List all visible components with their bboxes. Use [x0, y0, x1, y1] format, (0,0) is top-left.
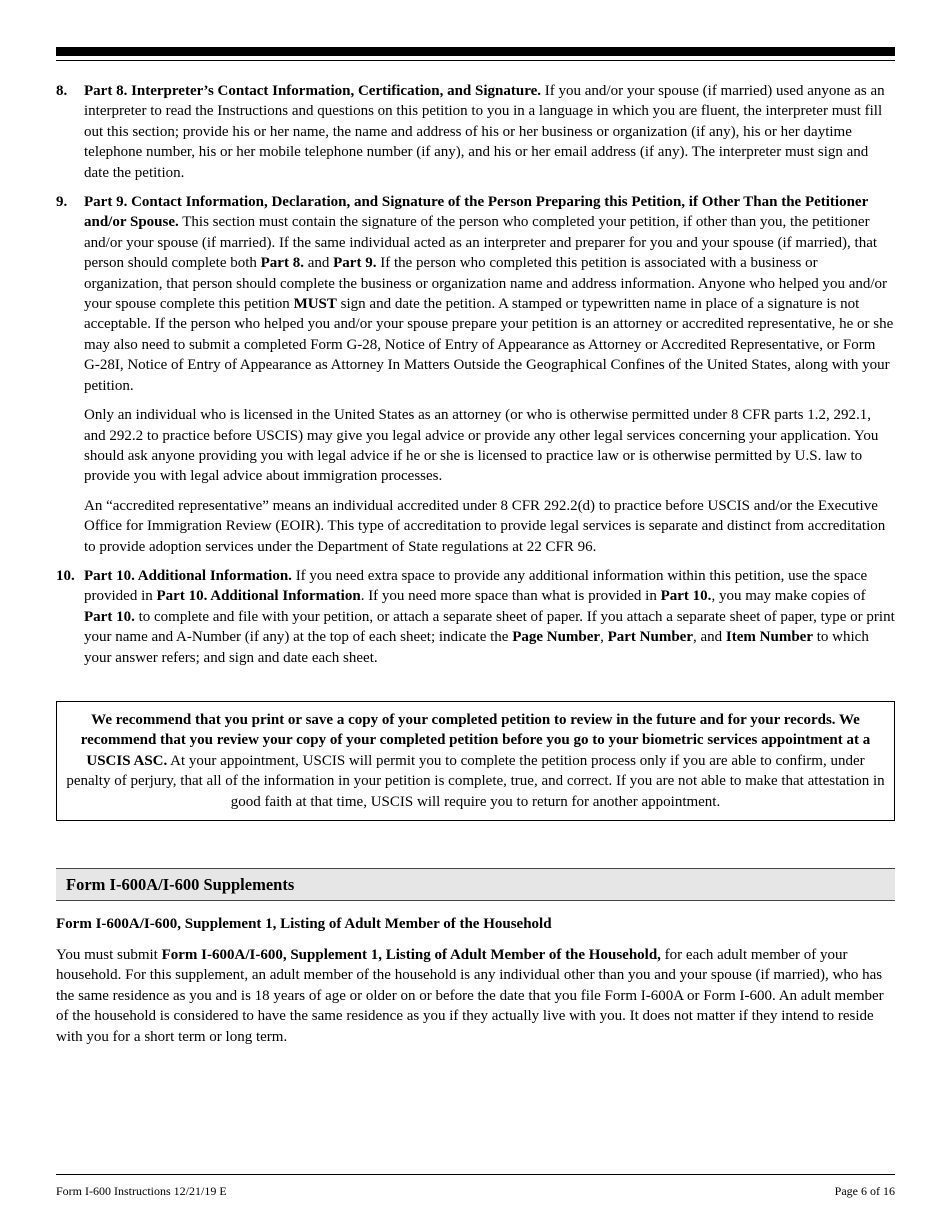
instruction-item — [56, 566, 895, 668]
bold-text-run: Part Number — [607, 629, 693, 646]
text-run: , — [600, 629, 608, 646]
supplement-heading: Form I-600A/I-600, Supplement 1, Listing of Adult Member of the Household — [56, 916, 552, 932]
bold-text-run: Item Number — [725, 629, 813, 646]
text-run: At your appointment, USCIS will permit you to complete the petition process only if you are able to confirm, under penalty of perjury, that all of the information in your petition is complete, true, and correct. If you are not able to make that attestation in good faith at that time, USCIS will require you to return for another appointment. — [66, 752, 885, 810]
bold-text-run: Form I-600A/I-600, Supplement 1, Listing of Adult Member of the Household, — [161, 947, 661, 963]
instruction-item — [56, 81, 895, 183]
text-run: sign and date the petition. A stamped or typewritten name in place of a signature is not acceptable. If the person who helped you and/or your spouse prepare your petition is an attorney or accredited representative, he or she may also need to submit a completed Form G-28, Notice of Entry of Appearance as Attorney or Accredited Representative, or Form G-28I, Notice of Entry of Appearance as Attorney In Matters Outside the Geographical Confines of the United States, along with your petition. — [84, 296, 894, 394]
bold-text-run: Page Number — [512, 629, 601, 646]
item-number: 10. — [56, 567, 75, 584]
instruction-item — [56, 192, 895, 557]
item-paragraph — [84, 566, 895, 668]
bold-text-run: Part 8. Interpreter’s Contact Information, Certification, and Signature. — [84, 83, 542, 99]
text-run: to which your answer refers; and sign and date each sheet. — [84, 629, 869, 666]
bold-text-run: We recommend that you print or save a copy of your completed petition to review in the future and for your records. We recommend that you review your copy of your completed petition before you go to your biometric services appointment at a USCIS ASC. — [80, 711, 871, 769]
bold-text-run: Part 10. — [660, 588, 712, 605]
supplement-paragraph — [56, 945, 895, 1047]
item-paragraph — [84, 81, 895, 183]
bold-text-run: Part 9. Contact Information, Declaration, and Signature of the Person Preparing this Petition, if Other Than the Petitioner and/or Spouse. — [84, 194, 868, 231]
text-run: , you may make copies of — [711, 588, 866, 605]
item-number: 8. — [56, 83, 68, 99]
text-run: An “accredited representative” means an individual accredited under 8 CFR 292.2(d) to practice before USCIS and/or the Executive Office for Immigration Review (EOIR). This type of accreditation to provide legal services is separate and distinct from accreditation to provide adoption services under the Department of State regulations at 22 CFR 96. — [84, 497, 886, 555]
bold-text-run: MUST — [293, 296, 337, 313]
bold-text-run: Part 8. — [260, 255, 304, 272]
bold-text-run: Part 9. — [333, 255, 377, 272]
text-run: , and — [693, 629, 726, 646]
text-run: for each adult member of your household. For this supplement, an adult member of the household is any individual other than you and your spouse (if married), who has the same residence as you and is 18 years of age or older on or before the date that you file Form I-600A or Form I-600. An adult member of the household is considered to have the same residence as you if they actually live with you. It does not matter if they intend to reside with you for a short term or long term. — [56, 947, 884, 1045]
text-run: You must submit — [56, 947, 162, 963]
footer-page-number: Page 6 of 16 — [834, 1184, 895, 1198]
header-thin-rule — [56, 60, 895, 61]
recommendation-notice-box — [56, 701, 895, 821]
text-run: This section must contain the signature of the person who completed your petition, if other than you, the petitioner and/or your spouse (if married). If the same individual acted as an interpreter and preparer for you and your spouse (if married), that person should complete both — [84, 214, 878, 272]
bold-text-run: Part 10. Additional Information — [156, 588, 361, 605]
item-paragraph — [84, 405, 895, 487]
item-number: 9. — [56, 194, 68, 211]
bold-text-run: Part 10. Additional Information. — [84, 567, 292, 584]
footer-form-id: Form I-600 Instructions 12/21/19 E — [56, 1184, 227, 1198]
text-run: If you need extra space to provide any additional information within this petition, use the space provided in — [84, 567, 868, 605]
text-run: Only an individual who is licensed in the United States as an attorney (or who is otherwise permitted under 8 CFR parts 1.2, 292.1, and 292.2 to practice before USCIS) may give you legal advice or provide any other legal services concerning your application. You should ask anyone providing you with legal advice if he or she is licensed to practice law or is otherwise permitted by U.S. law to provide you with legal advice about immigration processes. — [84, 407, 879, 485]
text-run: If you and/or your spouse (if married) used anyone as an interpreter to read the Instructions and questions on this petition to you in a language in which you are fluent, the interpreter must fill out this section; provide his or her name, the name and address of his or her business or organization (if any), his or her daytime telephone number, his or her mobile telephone number (if any), and his or her email address (if any). The interpreter must sign and date the petition. — [84, 83, 885, 181]
page-content — [56, 81, 895, 1062]
text-run: to complete and file with your petition, or attach a separate sheet of paper. If you attach a separate sheet of paper, type or print your name and A-Number (if any) at the top of each sheet; indicate the — [84, 608, 895, 646]
text-run: If the person who completed this petition is associated with a business or organization, that person should complete the business or organization name and address information. Anyone who helped you and/or your spouse complete this petition — [84, 255, 888, 313]
section-header: Form I-600A/I-600 Supplements — [56, 868, 895, 901]
item-paragraph — [84, 496, 895, 557]
header-thick-rule — [56, 47, 895, 56]
text-run: . If you need more space than what is provided in — [360, 588, 661, 605]
item-paragraph — [84, 192, 895, 396]
text-run: and — [303, 255, 334, 272]
bold-text-run: Part 10. — [84, 608, 135, 625]
instruction-items — [56, 81, 895, 668]
footer-rule — [56, 1174, 895, 1175]
